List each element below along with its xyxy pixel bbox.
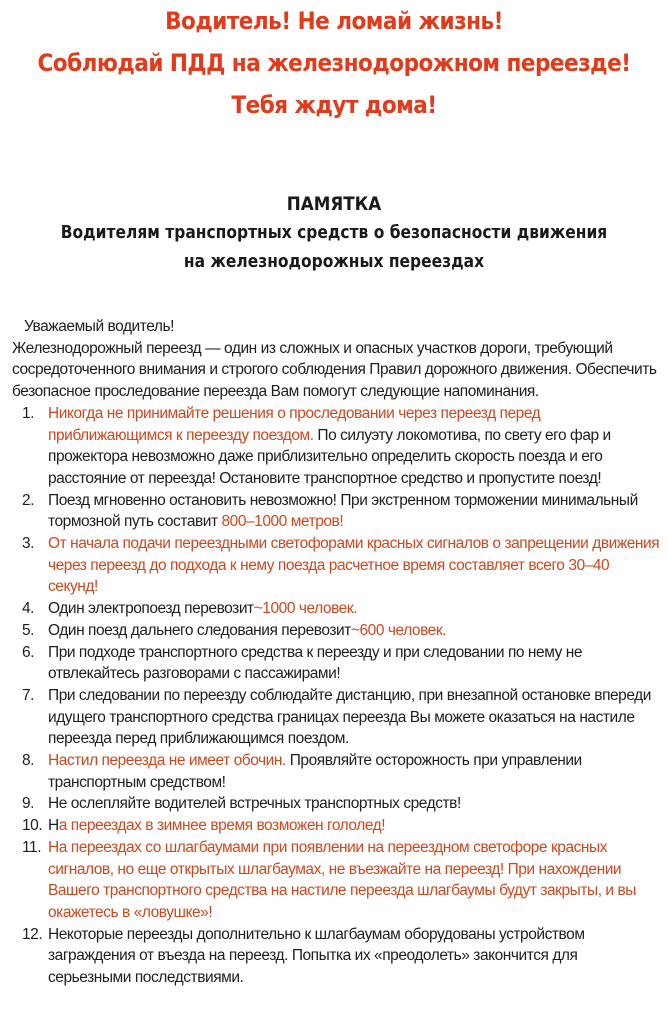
memo-title: ПАМЯТКА [286,193,382,215]
rule-item [12,793,662,815]
rule-item [12,837,662,924]
rule-highlight: ~1000 человек. [253,600,358,618]
memo-heading [0,190,668,276]
headline-line-1: Водитель! Не ломай жизнь! [165,7,503,35]
rule-text: Поезд мгновенно остановить невозможно! При экстренном торможении минимальный тормозной путь составит [48,491,638,531]
rule-highlight: На переездах со шлагбаумами при появлении на переездном светофоре красных сигналов, но еще открытых шлагбаумах, не въезжайте на переезд! При нахождении Вашего транспортного средства на настиле переезда шлагбаумы будут закрыты, и вы окажетесь в «ловушке»! [48,838,636,921]
rule-text: Н [48,817,59,835]
headline-line-2: Соблюдай ПДД на железнодорожном переезде! [37,49,631,77]
rule-item [12,642,662,685]
intro-paragraph: Железнодорожный переезд — один из сложных и опасных участков дороги, требующий сосредоточенного внимания и строгого соблюдения Правил дорожного движения. Обеспечить безопасное проследование переезда Вам помогут следующие напоминания. [12,339,657,401]
rule-number: 3. [22,535,35,553]
rule-text: Не ослепляйте водителей встречных транспортных средств! [48,795,461,813]
rule-text: Некоторые переезды дополнительно к шлагбаумам оборудованы устройством заграждения от въезда на переезд. Попытка их «преодолеть» закончится для серьезными последствиями. [48,925,585,987]
rule-number: 5. [22,621,35,639]
rule-item [12,533,662,598]
rule-text: Один электропоезд перевозит [48,600,254,618]
rule-number: 8. [22,752,35,770]
rule-highlight: Настил переезда не имеет обочин. [48,752,286,770]
rules-list [12,403,662,989]
rule-number: 7. [22,686,35,704]
rule-text: При следовании по переезду соблюдайте дистанцию, при внезапной остановке впереди идущего транспортного средства границах переезда Вы можете оказаться на настиле переезда перед приближающимся поездом. [48,686,651,748]
rule-text: Проявляйте осторожность при управлении транспортным средством! [48,752,582,791]
rule-number: 6. [22,643,35,661]
headline [33,0,634,126]
rule-text: По силуэту локомотива, по свету его фар и прожектора невозможно даже приблизительно определить скорость поезда и его расстояние от переезда! Остановите транспортное средство и пропустите поезд! [48,426,611,487]
rule-item [12,490,662,533]
rule-item [12,924,662,989]
rule-highlight: а переездах в зимнее время возможен гололед! [58,817,386,835]
rule-text: Один поезд дальнего следования перевозит [48,621,351,639]
rule-item [12,403,662,490]
rule-item [12,620,662,642]
memo-subtitle-line-2: на железнодорожных переездах [183,251,485,272]
rule-number: 2. [22,491,35,509]
rule-number: 10. [22,817,43,835]
rule-number: 4. [22,600,35,618]
memo-subtitle-line-1: Водителям транспортных средств о безопасности движения [60,222,608,243]
rule-highlight: 800–1000 метров! [221,513,344,531]
rule-number: 12. [22,925,43,943]
rule-item [12,815,662,837]
memo-body [12,316,662,989]
rule-text: При подходе транспортного средства к переезду и при следовании по нему не отвлекайтесь разговорами с пассажирами! [48,643,583,683]
rule-item [12,685,662,750]
rule-number: 11. [22,838,42,856]
rule-number: 9. [22,795,35,813]
rule-highlight: ~600 человек. [350,621,447,639]
headline-line-3: Тебя ждут дома! [231,91,437,119]
rule-item [12,598,662,620]
rule-item [12,750,662,793]
rule-highlight: От начала подачи переездными светофорами красных сигналов о запрещении движения через переезд до подхода к нему поезда расчетное время составляет всего 30–40 секунд! [48,535,660,596]
rule-number: 1. [22,404,35,422]
greeting: Уважаемый водитель! [24,318,174,335]
rule-highlight: Никогда не принимайте решения о проследовании через переезд перед приближающимся к переезду поездом. [48,404,541,444]
